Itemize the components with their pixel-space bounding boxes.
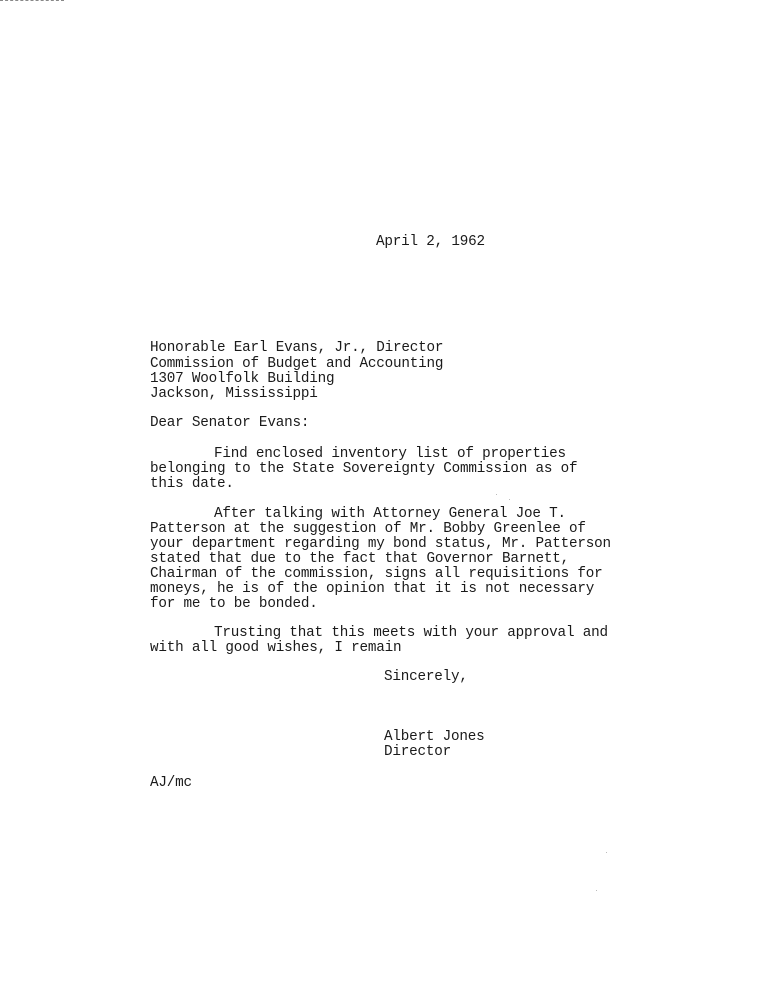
paragraph-line: Chairman of the commission, signs all requisitions for [150, 566, 603, 582]
paragraph-line: After talking with Attorney General Joe T. [214, 506, 566, 522]
paragraph-line: Patterson at the suggestion of Mr. Bobby Greenlee of [150, 521, 586, 537]
paragraph-line: belonging to the State Sovereignty Commission as of [150, 461, 578, 477]
recipient-line: Commission of Budget and Accounting [150, 356, 444, 372]
paragraph-line: your department regarding my bond status, Mr. Patterson [150, 536, 611, 552]
scan-speck [509, 499, 510, 500]
salutation: Dear Senator Evans: [150, 415, 310, 431]
recipient-line: Honorable Earl Evans, Jr., Director [150, 340, 444, 356]
paragraph-line: for me to be bonded. [150, 596, 318, 612]
reference-initials: AJ/mc [150, 775, 192, 791]
signer-title: Director [384, 744, 452, 760]
letter-date: April 2, 1962 [376, 234, 485, 250]
recipient-line: Jackson, Mississippi [150, 386, 318, 402]
paragraph-line: Find enclosed inventory list of properties [214, 446, 566, 462]
paragraph-line: Trusting that this meets with your approval and [214, 625, 608, 641]
paragraph-line: with all good wishes, I remain [150, 640, 402, 656]
scan-speck [606, 852, 607, 853]
signer-name: Albert Jones [384, 729, 485, 745]
recipient-line: 1307 Woolfolk Building [150, 371, 335, 387]
paragraph-line: stated that due to the fact that Governor Barnett, [150, 551, 569, 567]
scan-speck [596, 890, 597, 891]
complimentary-close: Sincerely, [384, 669, 468, 685]
paragraph-line: moneys, he is of the opinion that it is not necessary [150, 581, 595, 597]
scan-speck [496, 494, 497, 495]
paragraph-line: this date. [150, 476, 234, 492]
